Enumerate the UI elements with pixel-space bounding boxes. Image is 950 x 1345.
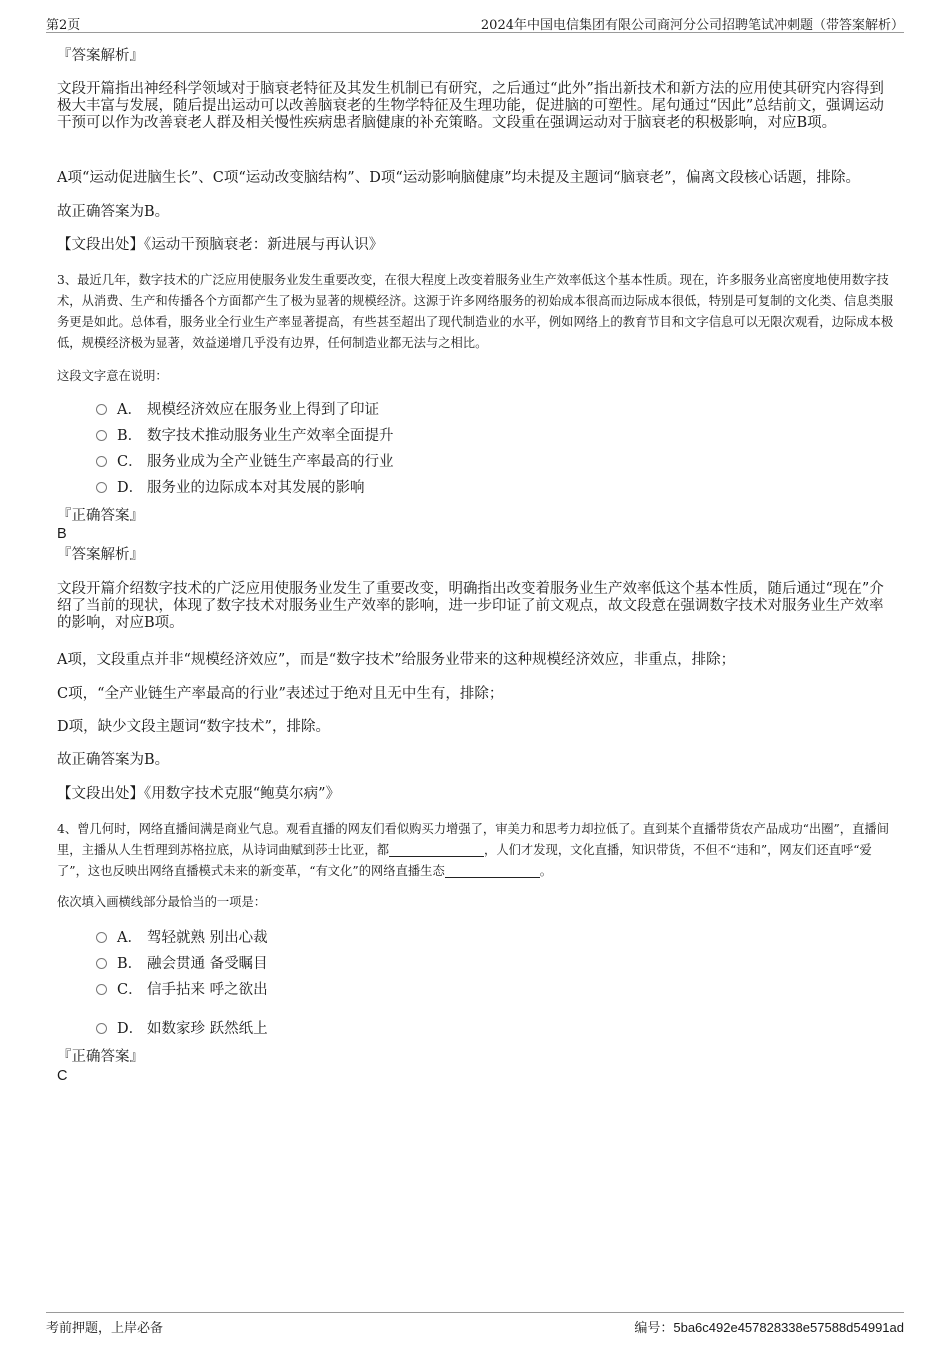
q3-analysis-p1: 文段开篇介绍数字技术的广泛应用使服务业发生了重要改变，明确指出改变着服务业生产效率低这个基本性质，随后通过“现在”介绍了当前的现状，体现了数字技术对服务业生产效率的影响，进一步印证了前文观点，故文段意在强调数字技术对服务业生产效率的影响，对应B项。 (57, 581, 884, 631)
q3-analysis-p3: C项，“全产业链生产率最高的行业”表述过于绝对且无中生有，排除； (57, 686, 504, 702)
q3-answer-label: 『正确答案』 (57, 508, 144, 524)
q4-option-d[interactable]: D． 如数家珍 跃然纸上 (96, 1019, 268, 1039)
q4-option-c[interactable]: C． 信手拈来 呼之欲出 (96, 980, 268, 1000)
q4-question: 依次填入画横线部分最恰当的一项是： (57, 895, 267, 909)
q4-stem: 4、曾几何时，网络直播间满是商业气息。观看直播的网友们看似购买力增强了，审美力和思考力却拉低了。直到某个直播带货农产品成功“出圈”，直播间里，主播从人生哲理到苏格拉底，从诗词曲赋到莎士比亚，都 ，人们才发现，文化直播，知识带货，不但不“违和”，网友们还直呼“爱了”，这也反映出网络直播模式未来的新变革，“有文化”的网络直播生态 。 (57, 822, 889, 878)
document-title: 2024年中国电信集团有限公司商河分公司招聘笔试冲刺题（带答案解析） (480, 18, 904, 33)
radio-icon[interactable] (96, 430, 107, 441)
fill-blank-2 (445, 865, 540, 878)
radio-icon[interactable] (96, 456, 107, 467)
q2-analysis-p1: 文段开篇指出神经科学领域对于脑衰老特征及其发生机制已有研究，之后通过“此外”指出新技术和新方法的应用使其研究内容得到极大丰富与发展，随后提出运动可以改善脑衰老的生物学特征及生理功能，促进脑的可塑性。尾句通过“因此”总结前文，强调运动干预可以作为改善衰老人群及相关慢性疾病患者脑健康的补充策略。文段重在强调运动对于脑衰老的积极影响，对应B项。 (57, 81, 884, 131)
q3-analysis-p5: 故正确答案为B。 (57, 752, 170, 768)
q3-option-b[interactable]: B． 数字技术推动服务业生产效率全面提升 (96, 426, 394, 446)
q3-analysis-p4: D项，缺少文段主题词“数字技术”，排除。 (57, 719, 330, 735)
q4-answer: C (57, 1068, 68, 1084)
page-header (46, 12, 904, 33)
q3-question: 这段文字意在说明： (57, 369, 168, 383)
page-number: 第2页 (46, 18, 81, 33)
q3-stem: 3、最近几年，数字技术的广泛应用使服务业发生重要改变，在很大程度上改变着服务业生产效率低这个基本性质。现在，许多服务业高密度地使用数字技术，从消费、生产和传播各个方面都产生了极为显著的规模经济。这源于许多网络服务的初始成本很高而边际成本很低，特别是可复制的文化类、信息类服务更是如此。总体看，服务业全行业生产率显著提高，有些甚至超出了现代制造业的水平，例如网络上的教育节目和文字信息可以无限次观看，边际成本极低，规模经济极为显著，效益递增几乎没有边界，任何制造业都无法与之相比。 (57, 273, 894, 350)
radio-icon[interactable] (96, 404, 107, 415)
footer-slogan: 考前押题，上岸必备 (46, 1321, 164, 1336)
fill-blank-1 (389, 844, 484, 857)
document-code: 编号：5ba6c492e457828338e57588d54991ad (634, 1320, 904, 1336)
page-footer (46, 1312, 904, 1335)
radio-icon[interactable] (96, 984, 107, 995)
q3-source: 【文段出处】《用数字技术克服“鲍莫尔病”》 (57, 786, 341, 802)
q3-option-c[interactable]: C． 服务业成为全产业链生产率最高的行业 (96, 452, 394, 472)
q3-answer: B (57, 526, 67, 542)
q2-analysis-p2: A项“运动促进脑生长”、C项“运动改变脑结构”、D项“运动影响脑健康”均未提及主题词“脑衰老”，偏离文段核心话题，排除。 (57, 170, 860, 186)
q2-analysis-p3: 故正确答案为B。 (57, 204, 170, 220)
q3-analysis-p2: A项，文段重点并非“规模经济效应”，而是“数字技术”给服务业带来的这种规模经济效应，非重点，排除； (57, 652, 736, 668)
radio-icon[interactable] (96, 958, 107, 969)
radio-icon[interactable] (96, 482, 107, 493)
q3-option-a[interactable]: A． 规模经济效应在服务业上得到了印证 (96, 400, 379, 420)
q2-analysis-label: 『答案解析』 (57, 48, 144, 64)
q2-source: 【文段出处】《运动干预脑衰老：新进展与再认识》 (57, 237, 384, 253)
radio-icon[interactable] (96, 1023, 107, 1034)
q4-option-a[interactable]: A． 驾轻就熟 别出心裁 (96, 928, 268, 948)
radio-icon[interactable] (96, 932, 107, 943)
q3-analysis-label: 『答案解析』 (57, 547, 144, 563)
q3-option-d[interactable]: D． 服务业的边际成本对其发展的影响 (96, 478, 365, 498)
q4-option-b[interactable]: B． 融会贯通 备受瞩目 (96, 954, 268, 974)
q4-answer-label: 『正确答案』 (57, 1049, 144, 1065)
